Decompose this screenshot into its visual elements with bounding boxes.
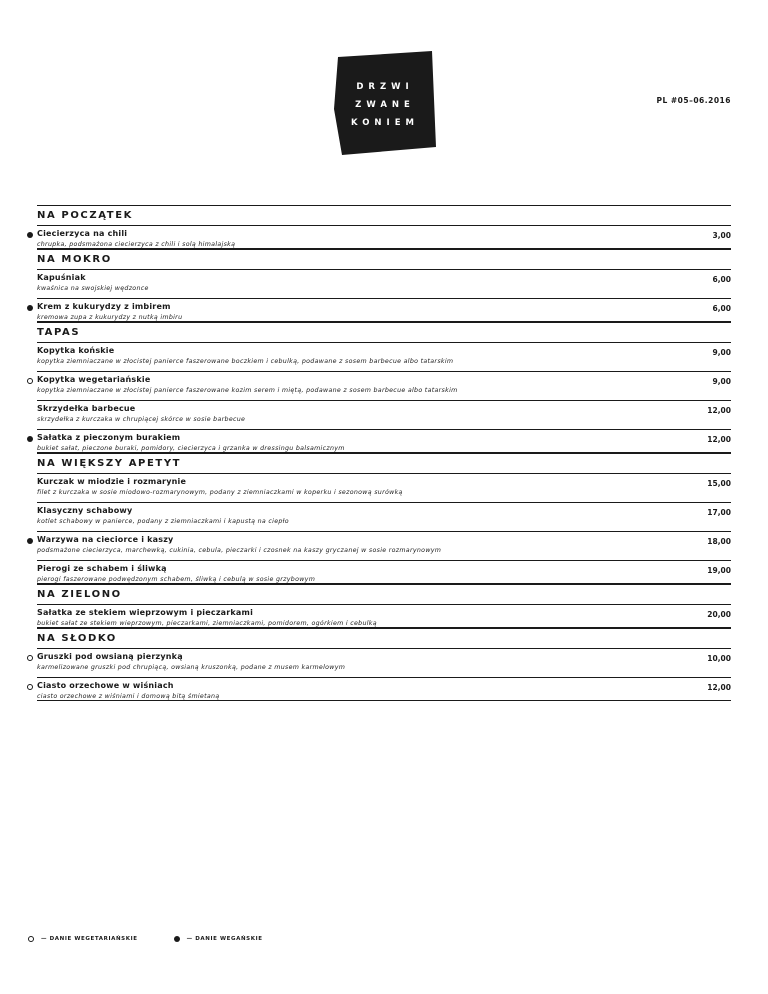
item-name: Ciecierzyca na chili bbox=[37, 229, 128, 238]
item-description: kopytka ziemniaczane w złocistej panierce faszerowane boczkiem i cebulką, podawane z sosem barbecue albo tatarskim bbox=[37, 358, 454, 365]
item-description: podsmażone ciecierzyca, marchewką, cukinia, cebula, pieczarki i czosnek na kaszy gryczanej w sosie rozmarynowym bbox=[37, 547, 442, 554]
item-price: 6,00 bbox=[712, 304, 731, 313]
item-description: bukiet sałat ze stekiem wieprzowym, pieczarkami, ziemniaczkami, pomidorem, ogórkiem i cebulką bbox=[37, 620, 377, 627]
item-name: Sałatka ze stekiem wieprzowym i pieczarkami bbox=[37, 608, 254, 617]
item-name: Krem z kukurydzy z imbirem bbox=[37, 302, 171, 311]
item-description: skrzydełka z kurczaka w chrupiącej skórce w sosie barbecue bbox=[37, 416, 246, 423]
legend-vegetarian: — DANIE WEGETARIAŃSKIE bbox=[41, 936, 138, 942]
item-description: ciasto orzechowe z wiśniami i domową bitą śmietaną bbox=[37, 693, 220, 700]
item-description: filet z kurczaka w sosie miodowo-rozmarynowym, podany z ziemniaczkami w koperku i sezonową surówką bbox=[37, 489, 403, 496]
section-title: NA WIĘKSZY APETYT bbox=[37, 458, 182, 469]
item-price: 15,00 bbox=[707, 479, 731, 488]
menu-item bbox=[37, 400, 731, 429]
item-name: Gruszki pod owsianą pierzynką bbox=[37, 652, 183, 661]
menu-item bbox=[37, 560, 731, 584]
issue-label: PL #05–06.2016 bbox=[656, 96, 731, 105]
menu-item bbox=[37, 531, 731, 560]
menu bbox=[37, 205, 731, 701]
item-price: 6,00 bbox=[712, 275, 731, 284]
legend-vegan: — DANIE WEGAŃSKIE bbox=[186, 936, 263, 942]
vegetarian-marker-icon bbox=[27, 655, 33, 661]
item-price: 10,00 bbox=[707, 654, 731, 663]
item-price: 9,00 bbox=[712, 377, 731, 386]
legend bbox=[28, 936, 299, 942]
vegan-marker-icon bbox=[174, 936, 180, 942]
menu-item bbox=[37, 677, 731, 701]
menu-item bbox=[37, 342, 731, 371]
item-name: Sałatka z pieczonym burakiem bbox=[37, 433, 181, 442]
logo-line: ZWANE bbox=[355, 100, 415, 110]
vegetarian-marker-icon bbox=[27, 684, 33, 690]
item-description: kotlet schabowy w panierce, podany z ziemniaczkami i kapustą na ciepło bbox=[37, 518, 289, 525]
vegan-marker-icon bbox=[27, 305, 33, 311]
vegan-marker-icon bbox=[27, 232, 33, 238]
section-title: TAPAS bbox=[37, 327, 81, 338]
item-description: kremowa zupa z kukurydzy z nutką imbiru bbox=[37, 314, 183, 321]
item-price: 19,00 bbox=[707, 566, 731, 575]
item-price: 12,00 bbox=[707, 683, 731, 692]
item-name: Ciasto orzechowe w wiśniach bbox=[37, 681, 174, 690]
item-name: Pierogi ze schabem i śliwką bbox=[37, 564, 167, 573]
menu-item bbox=[37, 473, 731, 502]
vegetarian-marker-icon bbox=[27, 378, 33, 384]
section-title: NA ZIELONO bbox=[37, 589, 122, 600]
section-title: NA POCZĄTEK bbox=[37, 210, 133, 221]
item-price: 18,00 bbox=[707, 537, 731, 546]
item-name: Skrzydełka barbecue bbox=[37, 404, 136, 413]
item-description: chrupka, podsmażona ciecierzyca z chili i solą himalajską bbox=[37, 241, 236, 248]
item-price: 12,00 bbox=[707, 435, 731, 444]
logo-line: KONIEM bbox=[351, 118, 419, 128]
section-title: NA SŁODKO bbox=[37, 633, 117, 644]
menu-item bbox=[37, 604, 731, 628]
section-title: NA MOKRO bbox=[37, 254, 112, 265]
menu-section bbox=[37, 205, 731, 249]
menu-item bbox=[37, 298, 731, 322]
item-name: Kapuśniak bbox=[37, 273, 86, 282]
logo-line: DRZWI bbox=[356, 82, 414, 92]
item-price: 12,00 bbox=[707, 406, 731, 415]
menu-item bbox=[37, 371, 731, 400]
item-price: 9,00 bbox=[712, 348, 731, 357]
logo-text bbox=[334, 78, 436, 132]
item-description: bukiet sałat, pieczone buraki, pomidory, ciecierzyca i grzanka w dressingu balsamicznym bbox=[37, 445, 345, 452]
item-price: 20,00 bbox=[707, 610, 731, 619]
menu-item bbox=[37, 502, 731, 531]
vegan-marker-icon bbox=[27, 538, 33, 544]
menu-section bbox=[37, 453, 731, 584]
item-name: Kopytka końskie bbox=[37, 346, 115, 355]
menu-item bbox=[37, 225, 731, 249]
item-description: karmelizowane gruszki pod chrupiącą, owsianą kruszonką, podane z musem karmelowym bbox=[37, 664, 346, 671]
item-name: Klasyczny schabowy bbox=[37, 506, 133, 515]
menu-item bbox=[37, 269, 731, 298]
item-name: Kurczak w miodzie i rozmarynie bbox=[37, 477, 187, 486]
item-description: kopytka ziemniaczane w złocistej panierce faszerowane kozim serem i miętą, podawane z sosem barbecue albo tatarskim bbox=[37, 387, 458, 394]
vegan-marker-icon bbox=[27, 436, 33, 442]
menu-item bbox=[37, 648, 731, 677]
menu-section bbox=[37, 584, 731, 628]
menu-section bbox=[37, 628, 731, 701]
item-price: 17,00 bbox=[707, 508, 731, 517]
item-name: Kopytka wegetariańskie bbox=[37, 375, 151, 384]
item-description: pierogi faszerowane podwędzonym schabem, śliwką i cebulą w sosie grzybowym bbox=[37, 576, 316, 583]
menu-section bbox=[37, 249, 731, 322]
menu-item bbox=[37, 429, 731, 453]
vegetarian-marker-icon bbox=[28, 936, 34, 942]
restaurant-logo bbox=[334, 51, 436, 155]
item-price: 3,00 bbox=[712, 231, 731, 240]
item-name: Warzywa na cieciorce i kaszy bbox=[37, 535, 174, 544]
menu-section bbox=[37, 322, 731, 453]
item-description: kwaśnica na swojskiej wędzonce bbox=[37, 285, 149, 292]
